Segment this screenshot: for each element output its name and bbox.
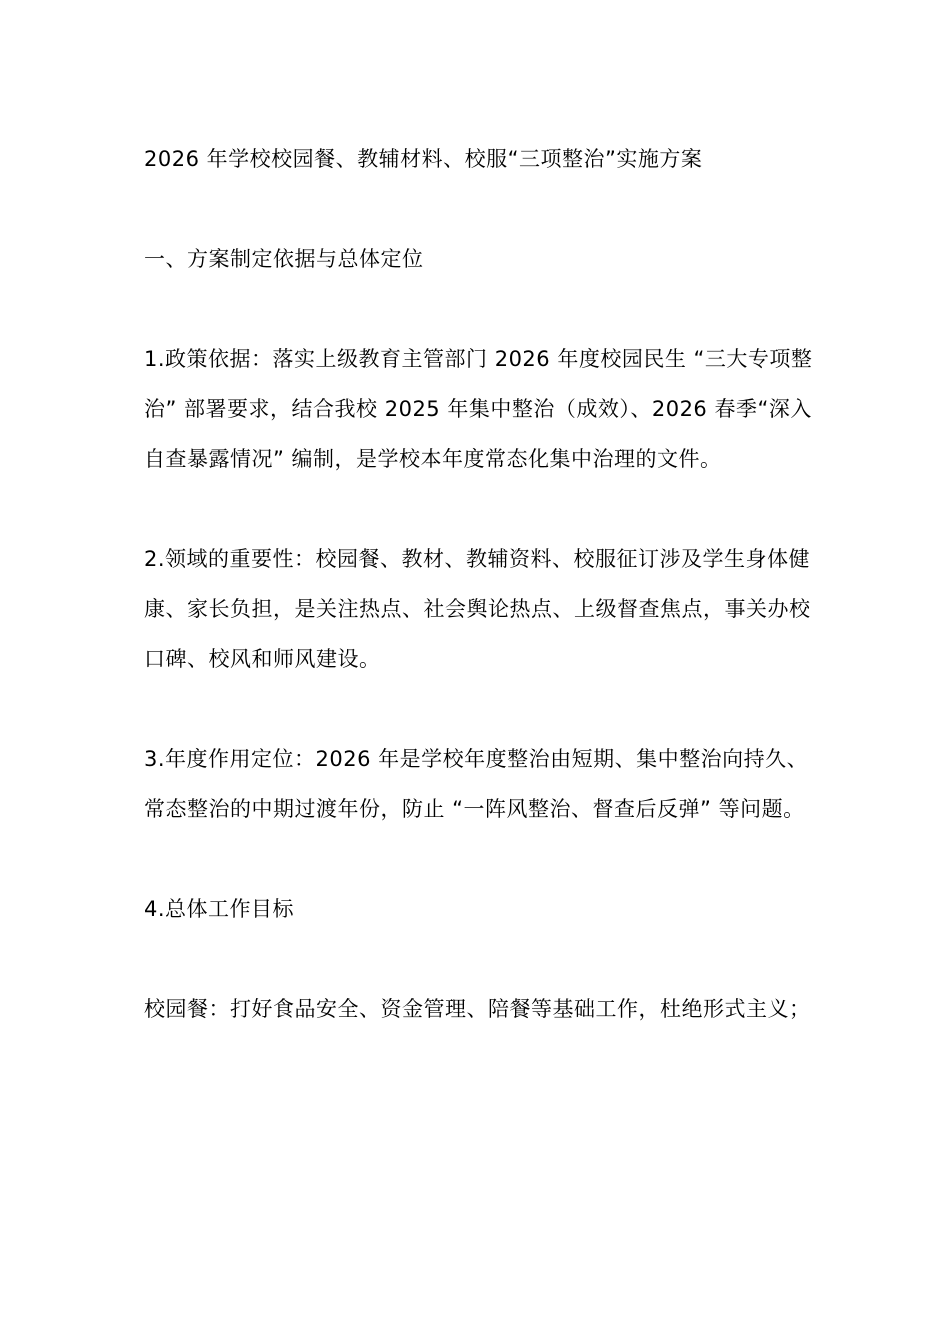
paragraph-campus-meals: 校园餐：打好食品安全、资金管理、陪餐等基础工作，杜绝形式主义； [144,997,811,1021]
paragraph-policy-basis: 1.政策依据：落实上级教育主管部门 2026 年度校园民生 “三大专项整治” 部署要求，结合我校 2025 年集中整治（成效）、2026 春季“深入自查暴露情况” 编制，是学校本年度常态化集中治理的文件。 [144,347,813,471]
document-body [144,134,824,1084]
document-title: 2026 年学校校园餐、教辅材料、校服“三项整治”实施方案 [144,147,703,171]
paragraph-importance: 2.领域的重要性：校园餐、教材、教辅资料、校服征订涉及学生身体健康、家长负担，是关注热点、社会舆论热点、上级督查焦点，事关办校口碑、校风和师风建设。 [144,547,811,671]
paragraph-annual-positioning: 3.年度作用定位：2026 年是学校年度整治由短期、集中整治向持久、常态整治的中期过渡年份，防止 “一阵风整治、督查后反弹” 等问题。 [144,747,809,821]
paragraph-overall-goals: 4.总体工作目标 [144,897,295,921]
section-heading: 一、方案制定依据与总体定位 [144,247,424,271]
